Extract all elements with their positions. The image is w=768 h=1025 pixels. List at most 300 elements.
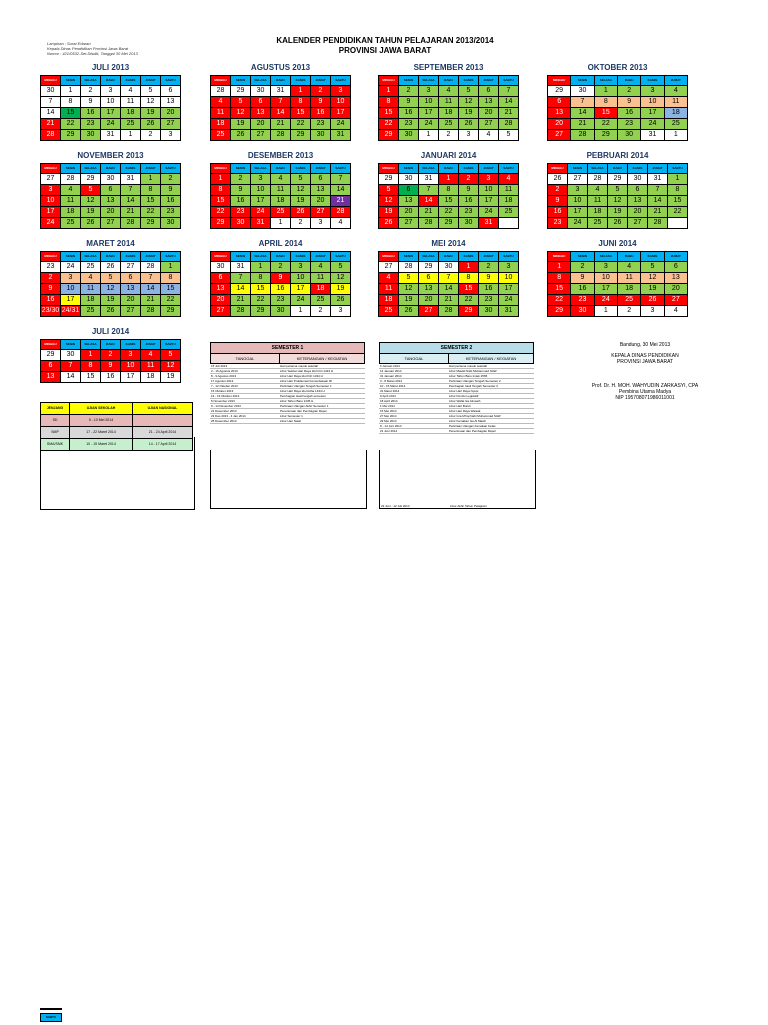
day-header: SELASA <box>594 76 617 86</box>
week-row <box>379 174 519 185</box>
day-cell: 26 <box>291 207 311 218</box>
month-table <box>378 163 519 229</box>
week-row <box>41 185 181 196</box>
day-cell: 21 <box>141 295 161 306</box>
day-header: SENIN <box>571 76 594 86</box>
row-desc: Hari pertama masuk sekolah <box>280 364 319 368</box>
week-row <box>211 97 351 108</box>
day-cell: 25 <box>588 218 608 229</box>
day-cell: 15 <box>668 196 688 207</box>
day-cell: 15 <box>459 284 479 295</box>
month-calendar <box>547 62 688 141</box>
week-row <box>211 196 351 207</box>
row-date: 31 Maret 2014 <box>380 389 400 393</box>
day-header: SENIN <box>231 76 251 86</box>
day-header: SENIN <box>571 252 594 262</box>
day-cell: 2 <box>459 174 479 185</box>
day-cell: 13 <box>399 196 419 207</box>
day-cell: 1 <box>668 174 688 185</box>
day-cell: 12 <box>459 97 479 108</box>
day-header: MINGGU <box>211 76 231 86</box>
day-cell: 25 <box>379 306 399 317</box>
day-cell: 19 <box>231 119 251 130</box>
day-header: MINGGU <box>548 252 571 262</box>
day-cell: 11 <box>211 108 231 119</box>
month-title: MARET 2014 <box>86 239 135 248</box>
day-cell: 24 <box>499 295 519 306</box>
day-cell: 7 <box>419 185 439 196</box>
exam-national-date <box>133 415 192 426</box>
day-header: RABU <box>439 164 459 174</box>
week-row <box>548 108 688 119</box>
day-cell: 19 <box>161 372 181 383</box>
day-cell: 1 <box>161 262 181 273</box>
week-row <box>41 174 181 185</box>
day-cell <box>668 218 688 229</box>
day-cell: 25 <box>617 295 640 306</box>
footer-label: SABTU <box>40 1013 62 1022</box>
week-row <box>548 97 688 108</box>
day-cell: 24 <box>101 119 121 130</box>
week-row <box>379 97 519 108</box>
exam-level: SMA/SMK <box>41 439 70 450</box>
day-cell: 28 <box>61 174 81 185</box>
day-cell: 20 <box>628 207 648 218</box>
day-cell: 30 <box>251 86 271 97</box>
day-cell: 10 <box>101 97 121 108</box>
day-cell: 21 <box>419 207 439 218</box>
day-cell: 26 <box>331 295 351 306</box>
month-table <box>210 163 351 229</box>
day-cell: 27 <box>548 130 571 141</box>
day-cell: 5 <box>459 86 479 97</box>
row-date: 15 Oktober 2013 <box>211 389 234 393</box>
signature-block <box>575 342 715 401</box>
day-cell: 2 <box>311 306 331 317</box>
day-cell: 19 <box>641 284 664 295</box>
day-cell: 3 <box>479 174 499 185</box>
day-cell: 11 <box>121 97 141 108</box>
day-cell: 17 <box>419 108 439 119</box>
day-header: SELASA <box>81 252 101 262</box>
day-cell: 22 <box>594 119 617 130</box>
day-cell: 2 <box>101 350 121 361</box>
official-nip: NIP 195708071986011001 <box>615 395 675 401</box>
day-header: MINGGU <box>41 164 61 174</box>
day-cell: 20 <box>399 207 419 218</box>
day-header: JUMAT <box>141 340 161 350</box>
day-cell <box>499 218 519 229</box>
day-cell: 8 <box>548 273 571 284</box>
day-cell: 23 <box>161 207 181 218</box>
day-cell: 8 <box>594 97 617 108</box>
row-date: 17 Agustus 2013 <box>211 379 234 383</box>
day-cell: 5 <box>161 350 181 361</box>
week-row <box>548 207 688 218</box>
day-cell: 31 <box>648 174 668 185</box>
row-date: 3 - 8 Maret 2014 <box>380 379 403 383</box>
day-cell: 28 <box>571 130 594 141</box>
day-cell: 4 <box>81 273 101 284</box>
day-cell: 27 <box>664 295 687 306</box>
day-header: MINGGU <box>41 76 61 86</box>
day-header-row <box>211 164 351 174</box>
day-header: SELASA <box>251 164 271 174</box>
week-row <box>41 97 181 108</box>
day-cell: 1 <box>251 262 271 273</box>
day-cell: 7 <box>571 97 594 108</box>
week-row <box>211 108 351 119</box>
day-header: MINGGU <box>41 252 61 262</box>
day-cell: 10 <box>594 273 617 284</box>
week-row <box>211 86 351 97</box>
day-cell: 1 <box>379 86 399 97</box>
day-cell: 1 <box>291 306 311 317</box>
day-cell: 1 <box>291 86 311 97</box>
day-cell: 9 <box>41 284 61 295</box>
day-header: JUMAT <box>311 164 331 174</box>
day-header: SABTU <box>331 164 351 174</box>
month-calendar <box>40 326 181 383</box>
day-cell: 9 <box>617 97 640 108</box>
day-cell: 16 <box>548 207 568 218</box>
day-cell: 12 <box>101 284 121 295</box>
day-cell: 20 <box>101 207 121 218</box>
day-cell: 8 <box>291 97 311 108</box>
day-cell: 25 <box>311 295 331 306</box>
row-desc: Penerimaan dan Pembagian Rapor <box>280 409 328 413</box>
day-cell: 3 <box>641 86 664 97</box>
day-cell: 29 <box>459 306 479 317</box>
day-cell: 2 <box>399 86 419 97</box>
day-cell: 3 <box>251 174 271 185</box>
day-cell: 9 <box>311 97 331 108</box>
day-cell: 29 <box>41 350 61 361</box>
day-cell: 29 <box>61 130 81 141</box>
day-cell: 9 <box>271 273 291 284</box>
month-table <box>40 339 181 383</box>
day-cell: 4 <box>61 185 81 196</box>
day-cell: 27 <box>101 218 121 229</box>
month-calendar <box>40 238 181 317</box>
day-header-row <box>41 164 181 174</box>
row-date: 8 - 9 Agustus 2013 <box>211 374 237 378</box>
week-row <box>41 372 181 383</box>
day-cell: 29 <box>81 174 101 185</box>
row-date: 23 Des 2013 - 4 Jan 2014 <box>211 414 246 418</box>
day-header: SENIN <box>399 164 419 174</box>
day-cell: 22 <box>211 207 231 218</box>
day-cell: 18 <box>617 284 640 295</box>
day-cell: 23 <box>479 295 499 306</box>
day-cell: 3 <box>291 262 311 273</box>
day-cell: 20 <box>251 119 271 130</box>
week-row <box>548 262 688 273</box>
day-cell: 30 <box>617 130 640 141</box>
day-header: KAMIS <box>459 164 479 174</box>
day-cell: 18 <box>311 284 331 295</box>
row-date: 5 November 2013 <box>211 399 235 403</box>
week-row <box>41 130 181 141</box>
month-table <box>547 163 688 229</box>
day-cell: 14 <box>419 196 439 207</box>
day-header-row <box>548 164 688 174</box>
day-cell: 18 <box>121 108 141 119</box>
day-cell: 8 <box>251 273 271 284</box>
day-cell: 1 <box>439 174 459 185</box>
week-row <box>379 262 519 273</box>
day-cell: 11 <box>439 97 459 108</box>
day-cell: 2 <box>81 86 101 97</box>
day-cell: 22 <box>439 207 459 218</box>
day-cell: 2 <box>548 185 568 196</box>
week-row <box>548 174 688 185</box>
day-cell: 2 <box>617 306 640 317</box>
day-header: KAMIS <box>459 252 479 262</box>
day-cell: 30 <box>61 350 81 361</box>
day-header: KAMIS <box>121 164 141 174</box>
month-table <box>378 75 519 141</box>
day-cell: 9 <box>479 273 499 284</box>
row-date: 29 Mei 2014 <box>380 419 397 423</box>
week-row <box>41 350 181 361</box>
day-cell: 25 <box>439 119 459 130</box>
day-cell: 21 <box>231 295 251 306</box>
day-cell: 8 <box>379 97 399 108</box>
week-row <box>548 196 688 207</box>
day-header-row <box>548 252 688 262</box>
row-desc: Libur Isra Mi'raj Nabi Muhammad SAW <box>449 414 501 418</box>
day-cell: 6 <box>664 262 687 273</box>
day-cell: 15 <box>439 196 459 207</box>
row-desc: Perkiraan Ulangan Kenaikan Kelas <box>449 424 496 428</box>
day-cell: 7 <box>331 174 351 185</box>
day-cell: 27 <box>399 218 419 229</box>
week-row <box>211 273 351 284</box>
week-row <box>379 196 519 207</box>
day-cell: 22 <box>141 207 161 218</box>
day-cell: 1 <box>419 130 439 141</box>
day-cell: 31 <box>251 218 271 229</box>
day-cell: 23 <box>81 119 101 130</box>
day-header: SELASA <box>588 164 608 174</box>
day-cell: 13 <box>161 97 181 108</box>
row-date: 9 April 2014 <box>380 394 396 398</box>
week-row <box>548 130 688 141</box>
day-cell: 28 <box>331 207 351 218</box>
day-cell: 4 <box>499 174 519 185</box>
day-cell: 26 <box>101 262 121 273</box>
day-cell: 18 <box>61 207 81 218</box>
day-cell: 30 <box>41 86 61 97</box>
day-cell: 20 <box>211 295 231 306</box>
month-calendar <box>40 150 181 229</box>
day-cell: 11 <box>617 273 640 284</box>
day-header-row <box>211 76 351 86</box>
day-cell: 11 <box>271 185 291 196</box>
day-cell: 5 <box>331 262 351 273</box>
day-cell: 14 <box>571 108 594 119</box>
day-cell: 26 <box>459 119 479 130</box>
day-cell: 9 <box>459 185 479 196</box>
day-cell: 26 <box>141 119 161 130</box>
day-cell: 13 <box>251 108 271 119</box>
day-cell: 1 <box>61 86 81 97</box>
day-header: MINGGU <box>211 164 231 174</box>
day-cell: 6 <box>251 97 271 108</box>
day-cell: 23 <box>41 262 61 273</box>
row-date: 6 Januari 2014 <box>380 364 400 368</box>
day-cell: 21 <box>648 207 668 218</box>
exam-row <box>40 415 193 427</box>
day-cell: 17 <box>251 196 271 207</box>
day-header: JUMAT <box>141 76 161 86</box>
day-cell: 29 <box>594 130 617 141</box>
day-cell: 7 <box>271 97 291 108</box>
day-cell: 6 <box>101 185 121 196</box>
day-cell: 19 <box>331 284 351 295</box>
semester-1-frame <box>210 450 367 509</box>
day-header: KAMIS <box>291 76 311 86</box>
day-header: SABTU <box>331 252 351 262</box>
day-cell: 3 <box>594 262 617 273</box>
semester-2-title: SEMESTER 2 <box>379 342 534 354</box>
month-title: DESEMBER 2013 <box>247 151 314 160</box>
month-title: OKTOBER 2013 <box>587 63 648 72</box>
day-cell: 14 <box>499 97 519 108</box>
week-row <box>211 119 351 130</box>
month-title: AGUSTUS 2013 <box>250 63 311 72</box>
exam-national-date: 21 - 24 April 2014 <box>133 427 192 438</box>
day-cell: 26 <box>641 295 664 306</box>
day-cell: 7 <box>61 361 81 372</box>
day-header: SABTU <box>161 76 181 86</box>
row-desc: Libur Semester 1 <box>280 414 303 418</box>
day-cell: 31 <box>499 306 519 317</box>
day-cell: 9 <box>548 196 568 207</box>
day-header: JUMAT <box>479 164 499 174</box>
day-cell: 15 <box>379 108 399 119</box>
day-cell: 31 <box>101 130 121 141</box>
title-line-2: PROVINSI JAWA BARAT <box>338 46 432 55</box>
day-cell: 31 <box>479 218 499 229</box>
row-date: 23 Juni - 12 Juli 2014 <box>381 504 410 508</box>
month-calendar <box>547 150 688 229</box>
day-cell: 15 <box>161 284 181 295</box>
day-cell: 1 <box>594 306 617 317</box>
day-cell: 17 <box>499 284 519 295</box>
day-cell: 20 <box>419 295 439 306</box>
row-date: 18 April 2014 <box>380 399 398 403</box>
day-header: KAMIS <box>291 164 311 174</box>
day-cell: 12 <box>141 97 161 108</box>
day-cell: 21 <box>571 119 594 130</box>
semester-1-rows <box>210 364 365 424</box>
month-calendar <box>378 150 519 229</box>
day-cell: 23 <box>571 295 594 306</box>
day-cell: 7 <box>499 86 519 97</box>
row-desc: Libur Pemilu Legislatif <box>449 394 479 398</box>
day-cell: 29 <box>231 86 251 97</box>
semester-2-rows <box>379 364 534 434</box>
row-date: 9 - 14 Desember 2013 <box>211 404 241 408</box>
day-cell: 28 <box>499 119 519 130</box>
day-cell: 21 <box>271 119 291 130</box>
day-cell: 14 <box>648 196 668 207</box>
day-cell: 29 <box>379 130 399 141</box>
day-cell: 22 <box>161 295 181 306</box>
day-cell: 14 <box>331 185 351 196</box>
place-date: Bandung, 30 Mei 2013 <box>619 342 671 348</box>
day-cell: 8 <box>668 185 688 196</box>
day-cell: 8 <box>459 273 479 284</box>
day-cell: 23 <box>617 119 640 130</box>
day-cell: 25 <box>499 207 519 218</box>
day-cell: 30 <box>459 218 479 229</box>
day-cell: 30 <box>231 218 251 229</box>
day-cell: 18 <box>211 119 231 130</box>
day-cell: 16 <box>81 108 101 119</box>
day-cell: 4 <box>331 218 351 229</box>
day-cell: 16 <box>571 284 594 295</box>
week-row <box>41 284 181 295</box>
footer-legend <box>40 1008 62 1025</box>
day-cell: 22 <box>668 207 688 218</box>
day-header: SENIN <box>61 252 81 262</box>
day-cell: 4 <box>211 97 231 108</box>
day-cell: 24 <box>641 119 664 130</box>
week-row <box>211 207 351 218</box>
day-cell: 21 <box>41 119 61 130</box>
day-cell: 14 <box>61 372 81 383</box>
position-line-2: PROVINSI JAWA BARAT <box>616 359 674 365</box>
exam-col-level: JENJANG <box>41 403 70 414</box>
day-cell: 4 <box>479 130 499 141</box>
day-header-row <box>41 76 181 86</box>
day-cell: 1 <box>121 130 141 141</box>
exam-col-national: UJIAN NASIONAL <box>147 406 178 410</box>
day-cell: 22 <box>291 119 311 130</box>
day-cell: 12 <box>399 284 419 295</box>
day-cell: 16 <box>479 284 499 295</box>
day-cell: 15 <box>61 108 81 119</box>
week-row <box>379 273 519 284</box>
day-cell: 18 <box>379 295 399 306</box>
week-row <box>41 306 181 317</box>
day-header-row <box>41 252 181 262</box>
day-cell: 20 <box>121 295 141 306</box>
day-header: MINGGU <box>379 252 399 262</box>
day-cell: 12 <box>291 185 311 196</box>
week-row <box>211 284 351 295</box>
row-desc: Libur Hari Raya Waisak <box>449 409 481 413</box>
day-cell: 3 <box>641 306 664 317</box>
day-cell: 28 <box>271 130 291 141</box>
week-row <box>379 130 519 141</box>
day-header: SELASA <box>419 76 439 86</box>
day-cell: 15 <box>251 284 271 295</box>
exam-school-date: 10 - 15 Maret 2014 <box>70 439 133 450</box>
day-cell: 27 <box>628 218 648 229</box>
day-cell: 2 <box>617 86 640 97</box>
day-cell: 21 <box>331 196 351 207</box>
day-cell: 28 <box>121 218 141 229</box>
day-cell: 7 <box>41 97 61 108</box>
day-cell: 30 <box>479 306 499 317</box>
day-cell: 5 <box>379 185 399 196</box>
day-cell: 30 <box>211 262 231 273</box>
row-desc: Libur Tahun Baru Imlek 2565 <box>449 374 488 378</box>
